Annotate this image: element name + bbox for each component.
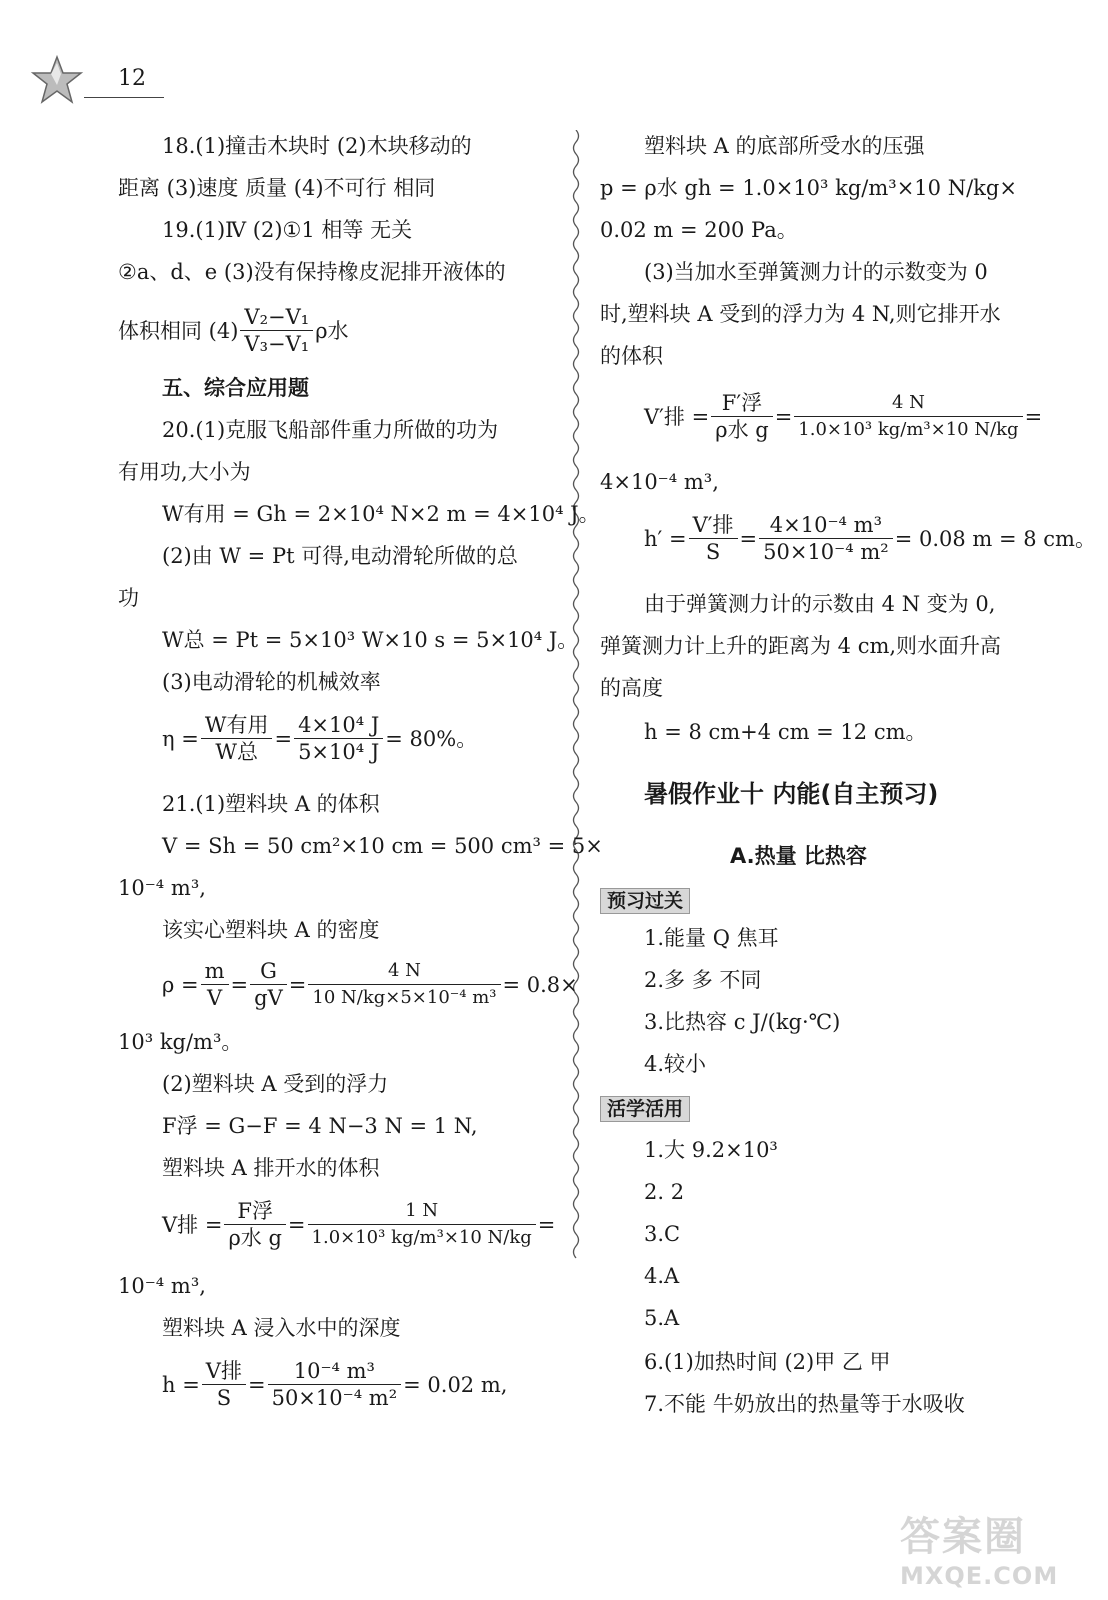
preview-item-1: 1.能量 Q 焦耳	[644, 926, 779, 950]
fraction	[308, 1198, 536, 1251]
q18-line1: 18.(1)撞击木块时 (2)木块移动的	[162, 134, 472, 158]
equals: =	[1024, 404, 1043, 429]
q19-line3	[118, 304, 349, 357]
r-line11: 弹簧测力计上升的距离为 4 cm,则水面升高	[600, 634, 1002, 658]
equals: =	[274, 726, 293, 751]
numerator: 4×10⁴ J	[294, 712, 383, 739]
practice-item-5: 5.A	[644, 1306, 680, 1330]
q20-line2: 有用功,大小为	[118, 460, 251, 484]
q21-line9: 塑料块 A 排开水的体积	[162, 1156, 380, 1180]
watermark-line1: 答案圈	[900, 1514, 1026, 1560]
q21-line3: 10⁻⁴ m³,	[118, 876, 206, 900]
result: = 0.08 m = 8 cm。	[894, 526, 1096, 551]
column-divider	[570, 130, 582, 1420]
practice-tag	[600, 1094, 690, 1122]
practice-item-3: 3.C	[644, 1222, 681, 1246]
equals: =	[247, 1372, 266, 1397]
q21-line2: V = Sh = 50 cm²×10 cm = 500 cm³ = 5×	[162, 834, 603, 858]
fraction	[794, 390, 1022, 443]
preview-item-4: 4.较小	[644, 1052, 707, 1076]
fraction	[250, 958, 287, 1011]
denominator: W总	[215, 740, 258, 764]
fraction	[201, 958, 229, 1011]
q21-density	[162, 958, 578, 1011]
rho-symbol: ρ =	[162, 972, 199, 997]
r-height	[644, 512, 1096, 565]
q21-volume	[162, 1198, 555, 1251]
denominator: 50×10⁻⁴ m²	[271, 1386, 398, 1410]
q21-line8: F浮 = G−F = 4 N−3 N = 1 N,	[162, 1114, 478, 1138]
numerator: 1 N	[308, 1198, 536, 1225]
denominator: S	[216, 1386, 232, 1410]
q20-line1: 20.(1)克服飞船部件重力所做的功为	[162, 418, 499, 442]
fraction	[268, 1358, 402, 1411]
watermark	[900, 1505, 1090, 1590]
denominator: 1.0×10³ kg/m³×10 N/kg	[798, 419, 1019, 440]
q21-line4: 该实心塑料块 A 的密度	[162, 918, 380, 942]
q20-line6: W总 = Pt = 5×10³ W×10 s = 5×10⁴ J。	[162, 628, 579, 652]
practice-item-6: 6.(1)加热时间 (2)甲 乙 甲	[644, 1350, 891, 1374]
denominator: 5×10⁴ J	[298, 740, 380, 764]
fraction	[308, 958, 500, 1011]
r-line12: 的高度	[600, 676, 663, 700]
equals: =	[230, 972, 249, 997]
fraction	[294, 712, 383, 765]
section-title: 暑假作业十 内能(自主预习)	[644, 780, 939, 808]
fraction	[224, 1198, 285, 1251]
header-rule	[84, 97, 164, 98]
watermark-line2: MXQE.COM	[900, 1562, 1059, 1590]
denominator: ρ水 g	[715, 418, 769, 442]
r-line2: p = ρ水 gh = 1.0×10³ kg/m³×10 N/kg×	[600, 176, 1017, 200]
r-line3: 0.02 m = 200 Pa。	[600, 218, 798, 242]
equals: =	[739, 526, 758, 551]
denominator: S	[705, 540, 721, 564]
preview-item-3: 3.比热容 c J/(kg·℃)	[644, 1010, 841, 1034]
result: = 80%。	[385, 726, 478, 751]
equals: =	[537, 1212, 556, 1237]
q21-line12: 塑料块 A 浸入水中的深度	[162, 1316, 401, 1340]
numerator: 4×10⁻⁴ m³	[759, 512, 893, 539]
r-line6: 的体积	[600, 344, 663, 368]
practice-item-4: 4.A	[644, 1264, 680, 1288]
q19-rho: ρ水	[315, 318, 349, 343]
q21-line7: (2)塑料块 A 受到的浮力	[162, 1072, 389, 1096]
r-line4: (3)当加水至弹簧测力计的示数变为 0	[644, 260, 988, 284]
q19-line1: 19.(1)Ⅳ (2)①1 相等 无关	[162, 218, 413, 242]
q20-line3: W有用 = Gh = 2×10⁴ N×2 m = 4×10⁴ J。	[162, 502, 600, 526]
numerator: V排	[202, 1358, 246, 1385]
r-line8: 4×10⁻⁴ m³,	[600, 470, 719, 494]
numerator: W有用	[201, 712, 273, 739]
denominator: V	[207, 986, 223, 1010]
section-subtitle: A.热量 比热容	[730, 844, 867, 868]
q18-line2: 距离 (3)速度 质量 (4)不可行 相同	[118, 176, 436, 200]
fraction	[689, 512, 738, 565]
eta-symbol: η =	[162, 726, 199, 751]
fraction	[201, 712, 273, 765]
q20-efficiency	[162, 712, 477, 765]
numerator: V′排	[689, 512, 738, 539]
tag-label: 预习过关	[600, 888, 690, 914]
q19-line2: ②a、d、e (3)没有保持橡皮泥排开液体的	[118, 260, 506, 284]
v-symbol: V′排 =	[644, 404, 710, 429]
star-icon	[30, 55, 84, 105]
practice-item-2: 2. 2	[644, 1180, 685, 1204]
v-symbol: V排 =	[162, 1212, 223, 1237]
numerator: 4 N	[308, 958, 500, 985]
equals: =	[287, 1212, 306, 1237]
q21-line11: 10⁻⁴ m³,	[118, 1274, 206, 1298]
q19-numerator: V₂−V₁	[240, 304, 313, 331]
r-line13: h = 8 cm+4 cm = 12 cm。	[644, 720, 927, 744]
numerator: 10⁻⁴ m³	[268, 1358, 402, 1385]
numerator: G	[250, 958, 287, 985]
practice-item-7: 7.不能 牛奶放出的热量等于水吸收	[644, 1392, 965, 1416]
practice-item-1: 1.大 9.2×10³	[644, 1138, 778, 1162]
denominator: ρ水 g	[228, 1226, 282, 1250]
result: = 0.02 m,	[403, 1372, 508, 1397]
preview-tag	[600, 886, 690, 914]
numerator: 4 N	[794, 390, 1022, 417]
q20-line7: (3)电动滑轮的机械效率	[162, 670, 381, 694]
denominator: 10 N/kg×5×10⁻⁴ m³	[312, 987, 497, 1008]
fraction	[759, 512, 893, 565]
preview-item-2: 2.多 多 不同	[644, 968, 762, 992]
numerator: F′浮	[711, 390, 772, 417]
equals: =	[774, 404, 793, 429]
r-line10: 由于弹簧测力计的示数由 4 N 变为 0,	[644, 592, 996, 616]
equals: =	[288, 972, 307, 997]
q21-depth	[162, 1358, 507, 1411]
h-symbol: h′ =	[644, 526, 687, 551]
numerator: m	[201, 958, 229, 985]
q19-denominator: V₃−V₁	[244, 332, 310, 356]
section-heading: 五、综合应用题	[162, 376, 309, 400]
page-number: 12	[118, 66, 146, 91]
q20-line5: 功	[118, 586, 139, 610]
fraction	[202, 1358, 246, 1411]
denominator: 50×10⁻⁴ m²	[763, 540, 889, 564]
h-symbol: h =	[162, 1372, 200, 1397]
denominator: 1.0×10³ kg/m³×10 N/kg	[311, 1227, 532, 1248]
q20-line4: (2)由 W = Pt 可得,电动滑轮所做的总	[162, 544, 518, 568]
q19-fraction	[240, 304, 313, 357]
fraction	[711, 390, 772, 443]
r-line1: 塑料块 A 的底部所受水的压强	[644, 134, 925, 158]
denominator: gV	[254, 986, 283, 1010]
numerator: F浮	[224, 1198, 285, 1225]
q21-line1: 21.(1)塑料块 A 的体积	[162, 792, 380, 816]
tag-label: 活学活用	[600, 1096, 690, 1122]
r-volume	[644, 390, 1042, 443]
q19-text: 体积相同 (4)	[118, 318, 239, 343]
result: = 0.8×	[502, 972, 578, 997]
q21-line6: 10³ kg/m³。	[118, 1030, 243, 1054]
r-line5: 时,塑料块 A 受到的浮力为 4 N,则它排开水	[600, 302, 1001, 326]
